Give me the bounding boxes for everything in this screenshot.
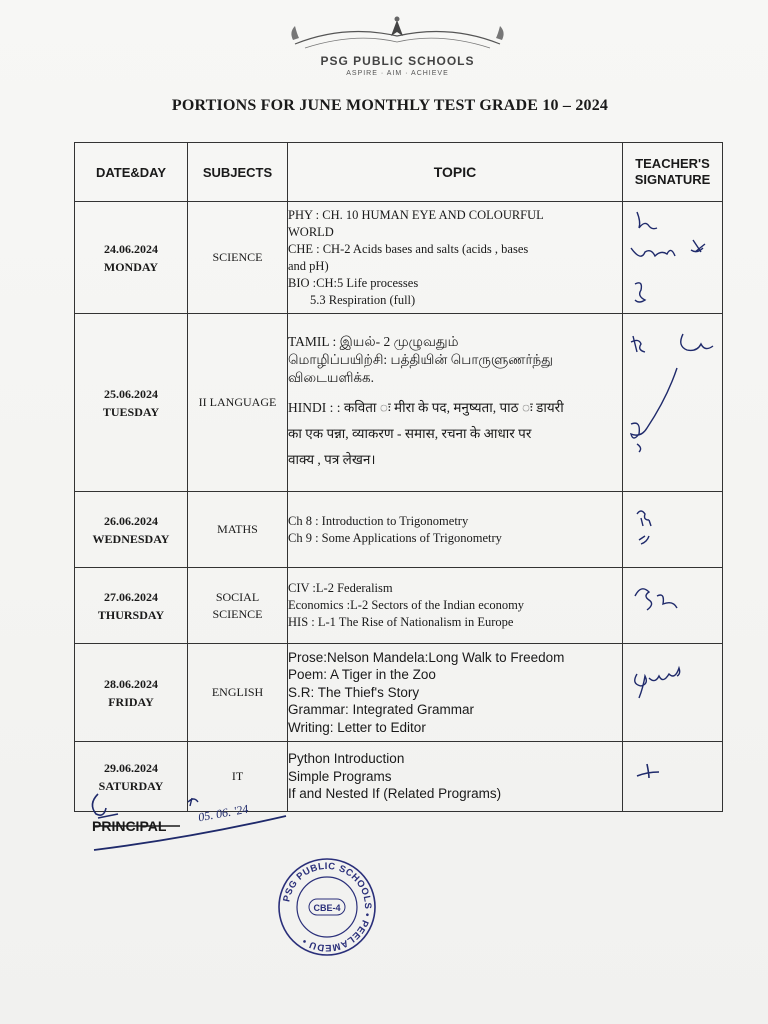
topic-line: WORLD [288, 224, 334, 239]
topic-line: Ch 9 : Some Applications of Trigonometry [288, 530, 502, 545]
table-row [75, 644, 723, 742]
date-text: 29.06.2024 [104, 760, 158, 775]
spacer [288, 387, 622, 395]
topic-line: S.R: The Thief's Story [288, 684, 420, 700]
topic-cell [288, 314, 623, 492]
principal-label: PRINCIPAL [92, 818, 167, 834]
school-seal-stamp [276, 856, 378, 958]
topic-line: Python Introduction [288, 751, 405, 767]
subject-text-line2: SCIENCE [212, 606, 263, 621]
date-cell [75, 314, 188, 492]
header-signature-line1: TEACHER'S [635, 156, 710, 171]
topic-line: वाक्य , पत्र लेखन। [288, 451, 376, 467]
topic-line: Grammar: Integrated Grammar [288, 702, 475, 718]
topic-line: Economics :L-2 Sectors of the Indian economy [288, 598, 525, 612]
signature-cell [623, 742, 723, 812]
day-text: MONDAY [103, 259, 159, 274]
topic-line: Simple Programs [288, 768, 392, 784]
topic-line: மொழிப்பயிற்சி: பத்தியின் பொருளுணர்ந்து [288, 351, 553, 367]
day-text: THURSDAY [97, 607, 165, 622]
header-topic: TOPIC [288, 143, 623, 202]
teacher-signature [623, 202, 723, 308]
table-row [75, 568, 723, 644]
school-tagline: ASPIRE · AIM · ACHIEVE [346, 70, 449, 77]
subject-cell [188, 568, 288, 644]
day-text: FRIDAY [108, 694, 154, 709]
signature-cell [623, 492, 723, 568]
date-text: 28.06.2024 [104, 676, 158, 691]
date-text: 26.06.2024 [104, 513, 158, 528]
school-logo [285, 14, 510, 84]
subject-text: SOCIAL [215, 589, 260, 604]
logo-emblem-icon [285, 14, 510, 56]
day-text: SATURDAY [98, 778, 164, 793]
seal-ring-text: PSG PUBLIC SCHOOLS • PEELAMEDU • [281, 860, 374, 954]
topic-line: If and Nested If (Related Programs) [288, 786, 502, 802]
subject-text: II LANGUAGE [198, 395, 277, 409]
teacher-signature [623, 644, 723, 736]
portions-table [74, 142, 723, 812]
topic-cell [288, 202, 623, 314]
topic-line: HINDI : : कविता ः मीरा के पद, मनुष्यता, पाठ ः डायरी [288, 399, 564, 415]
subject-cell [188, 644, 288, 742]
topic-line: CIV :L-2 Federalism [288, 581, 393, 595]
day-text: WEDNESDAY [92, 531, 170, 546]
topic-cell [288, 492, 623, 568]
signature-cell [623, 314, 723, 492]
subject-text: SCIENCE [212, 250, 263, 264]
date-cell [75, 202, 188, 314]
day-text: TUESDAY [102, 404, 160, 419]
principal-date: 05. 06. '24 [197, 801, 250, 825]
topic-line: BIO :CH:5 Life processes [288, 275, 419, 290]
date-text: 25.06.2024 [104, 386, 158, 401]
signature-cell [623, 568, 723, 644]
table-row [75, 314, 723, 492]
header-subjects: SUBJECTS [188, 143, 288, 202]
date-cell [75, 492, 188, 568]
topic-line: and pH) [288, 258, 329, 273]
topic-line: Writing: Letter to Editor [288, 719, 426, 735]
teacher-signature [623, 314, 723, 486]
table-row [75, 202, 723, 314]
header-signature-line2: SIGNATURE [634, 172, 711, 187]
date-text: 24.06.2024 [104, 241, 158, 256]
date-cell [75, 568, 188, 644]
table-header-row [75, 143, 723, 202]
topic-line: விடையளிக்க. [288, 369, 375, 385]
subject-text: ENGLISH [211, 685, 264, 699]
date-text: 27.06.2024 [104, 589, 158, 604]
date-cell [75, 644, 188, 742]
topic-line: Ch 8 : Introduction to Trigonometry [288, 513, 469, 528]
teacher-signature [623, 492, 723, 562]
subject-text: MATHS [217, 522, 258, 536]
subject-cell [188, 314, 288, 492]
subject-text: IT [231, 769, 244, 783]
topic-line: PHY : CH. 10 HUMAN EYE AND COLOURFUL [288, 207, 544, 222]
topic-line: 5.3 Respiration (full) [310, 292, 416, 307]
topic-cell [288, 568, 623, 644]
topic-line: CHE : CH-2 Acids bases and salts (acids , bases [288, 241, 529, 256]
header-signature [623, 143, 723, 202]
topic-line: Poem: A Tiger in the Zoo [288, 667, 436, 683]
topic-cell [288, 644, 623, 742]
signature-cell [623, 644, 723, 742]
topic-line: TAMIL : இயல்- 2 முழுவதும் [288, 333, 459, 349]
table-row [75, 492, 723, 568]
topic-line: का एक पन्ना, व्याकरण - समास, रचना के आधार पर [288, 425, 532, 441]
topic-line: Prose:Nelson Mandela:Long Walk to Freedom [288, 649, 565, 665]
topic-cell [288, 742, 623, 812]
teacher-signature [623, 742, 723, 806]
header-date: DATE&DAY [75, 143, 188, 202]
teacher-signature [623, 568, 723, 638]
school-name: PSG PUBLIC SCHOOLS [320, 54, 475, 68]
subject-cell [188, 202, 288, 314]
page-title: PORTIONS FOR JUNE MONTHLY TEST GRADE 10 – 2024 [171, 97, 609, 114]
signature-cell [623, 202, 723, 314]
topic-line: HIS : L-1 The Rise of Nationalism in Europe [288, 615, 514, 629]
seal-center-text: CBE-4 [313, 903, 341, 913]
subject-cell [188, 492, 288, 568]
